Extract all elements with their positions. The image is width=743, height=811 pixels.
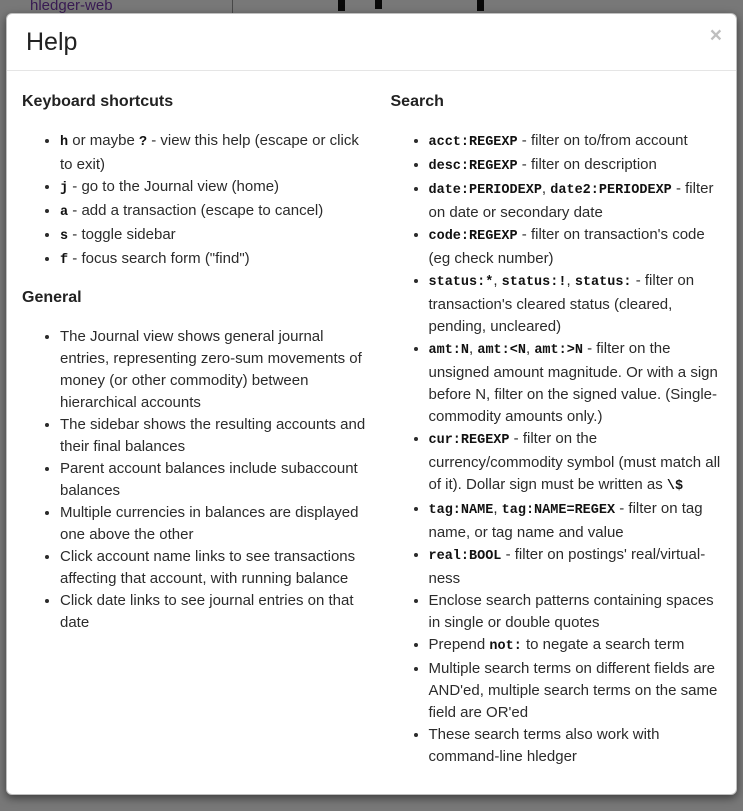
list-item: • These search terms also work with command-line hledger [429,724,722,768]
code-span: status:! [501,275,567,290]
list-item: • amt:N, amt:<N, amt:>N - filter on the unsigned amount magnitude. Or with a sign before N, filter on the signed value. (Single-commodity amounts only.) [429,338,722,428]
list-item: • Enclose search patterns containing spaces in single or double quotes [429,590,722,634]
list-item: • The sidebar shows the resulting accounts and their final balances [60,414,372,458]
help-column-right [372,86,722,778]
section-title: General [22,289,82,306]
code-span: real:BOOL [428,549,502,564]
code-span: code:REGEXP [428,229,518,244]
code-span: ? [138,135,148,150]
list-item: • code:REGEXP - filter on transaction's code (eg check number) [429,224,722,270]
list-item: • f - focus search form ("find") [60,248,372,272]
code-span: amt:>N [534,343,583,358]
modal-header [7,14,736,71]
list-item: • status:*, status:!, status: - filter on transaction's cleared status (cleared, pending, uncleared) [429,270,722,338]
list-item: • Multiple currencies in balances are displayed one above the other [60,502,372,546]
list-item: • tag:NAME, tag:NAME=REGEX - filter on tag name, or tag name and value [429,498,722,544]
list-item: • date:PERIODEXP, date2:PERIODEXP - filter on date or secondary date [429,178,722,224]
code-span: f [60,253,69,268]
list-item: • Parent account balances include subaccount balances [60,458,372,502]
code-span: h [60,135,69,150]
code-span: status:* [428,275,494,290]
close-button[interactable] [710,26,722,46]
bullet-list [22,326,372,634]
code-span: acct:REGEXP [428,135,518,150]
list-item: • cur:REGEXP - filter on the currency/commodity symbol (must match all of it). Dollar sign must be written as \$ [429,428,722,498]
code-span: amt:N [428,343,470,358]
list-item: • s - toggle sidebar [60,224,372,248]
code-span: cur:REGEXP [428,433,510,448]
close-icon: × [709,24,722,47]
modal-title: Help [26,28,78,56]
modal-body [7,71,736,795]
code-span: a [60,205,69,220]
code-span: amt:<N [477,343,526,358]
help-modal [6,13,737,795]
list-item: • j - go to the Journal view (home) [60,176,372,200]
list-item: • acct:REGEXP - filter on to/from account [429,130,722,154]
list-item: • a - add a transaction (escape to cancel) [60,200,372,224]
code-span: \$ [666,479,684,494]
list-item: • desc:REGEXP - filter on description [429,154,722,178]
code-span: not: [489,639,522,654]
list-item: • Click date links to see journal entries on that date [60,590,372,634]
code-span: s [60,229,69,244]
bullet-list [22,130,372,272]
code-span: desc:REGEXP [428,159,518,174]
list-item: • Prepend not: to negate a search term [429,634,722,658]
list-item: • real:BOOL - filter on postings' real/virtual-ness [429,544,722,590]
list-item: • Click account name links to see transactions affecting that account, with running balance [60,546,372,590]
code-span: tag:NAME=REGEX [501,503,616,518]
list-item: • h or maybe ? - view this help (escape or click to exit) [60,130,372,176]
code-span: tag:NAME [428,503,494,518]
list-item: • Multiple search terms on different fields are AND'ed, multiple search terms on the same field are OR'ed [429,658,722,724]
code-span: date:PERIODEXP [428,183,542,198]
code-span: date2:PERIODEXP [550,183,672,198]
section-title: Keyboard shortcuts [22,93,174,110]
bullet-list [391,130,722,768]
list-item: • The Journal view shows general journal entries, representing zero-sum movements of money (or other commodity) between hierarchical accounts [60,326,372,414]
code-span: j [60,181,69,196]
help-column-left [22,86,372,778]
section-title: Search [390,93,444,110]
code-span: status: [574,275,632,290]
